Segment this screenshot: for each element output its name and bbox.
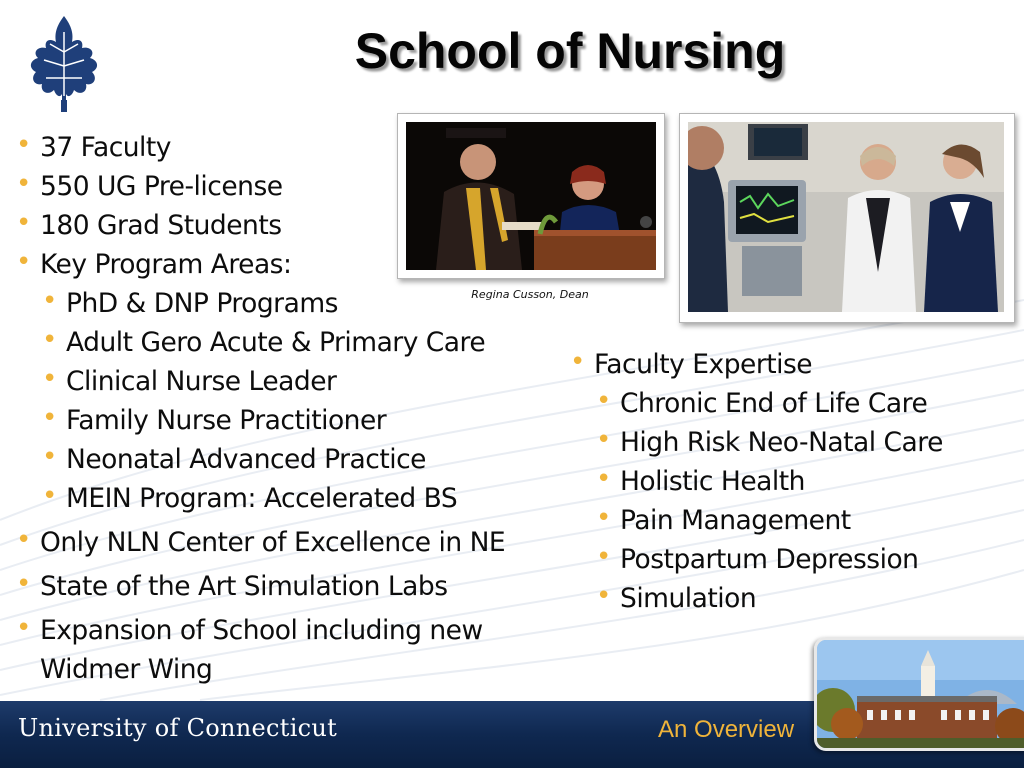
sub-list-item: • High Risk Neo-Natal Care <box>570 423 1010 462</box>
list-item: • Only NLN Center of Excellence in NE <box>16 523 556 562</box>
list-item: • 37 Faculty <box>16 128 556 167</box>
overview-label: An Overview <box>658 716 795 743</box>
sub-list-item: • Clinical Nurse Leader <box>16 362 556 401</box>
sub-list-item: • Pain Management <box>570 501 1010 540</box>
simulation-lab-photo <box>679 113 1015 323</box>
graduation-photo-image <box>406 122 656 270</box>
list-item <box>16 611 556 689</box>
list-item: • 180 Grad Students <box>16 206 556 245</box>
university-name: University of Connecticut <box>18 714 338 742</box>
sub-list-item: • Holistic Health <box>570 462 1010 501</box>
sub-list-item: • Family Nurse Practitioner <box>16 401 556 440</box>
sub-list-item: • PhD & DNP Programs <box>16 284 556 323</box>
sub-list-item: • Chronic End of Life Care <box>570 384 1010 423</box>
list-item-line: Expansion of School including new <box>40 615 483 646</box>
list-item-line: Widmer Wing <box>40 654 213 685</box>
list-item: • Key Program Areas: <box>16 245 556 284</box>
right-bullet-list <box>570 345 1010 618</box>
slide-title: School of Nursing <box>354 23 786 79</box>
graduation-photo <box>397 113 665 279</box>
list-item: • 550 UG Pre-license <box>16 167 556 206</box>
sub-list-item: • MEIN Program: Accelerated BS <box>16 479 556 518</box>
campus-photo <box>814 637 1024 751</box>
sub-list-item: • Simulation <box>570 579 1010 618</box>
sub-list-item: • Adult Gero Acute & Primary Care <box>16 323 556 362</box>
simulation-lab-photo-image <box>688 122 1004 312</box>
list-item: • Faculty Expertise <box>570 345 1010 384</box>
campus-photo-image <box>817 640 1024 748</box>
photo-caption: Regina Cusson, Dean <box>471 288 589 301</box>
list-item: • State of the Art Simulation Labs <box>16 567 556 606</box>
oak-leaf-logo-icon <box>14 12 114 114</box>
sub-list-item: • Postpartum Depression <box>570 540 1010 579</box>
sub-list-item: • Neonatal Advanced Practice <box>16 440 556 479</box>
